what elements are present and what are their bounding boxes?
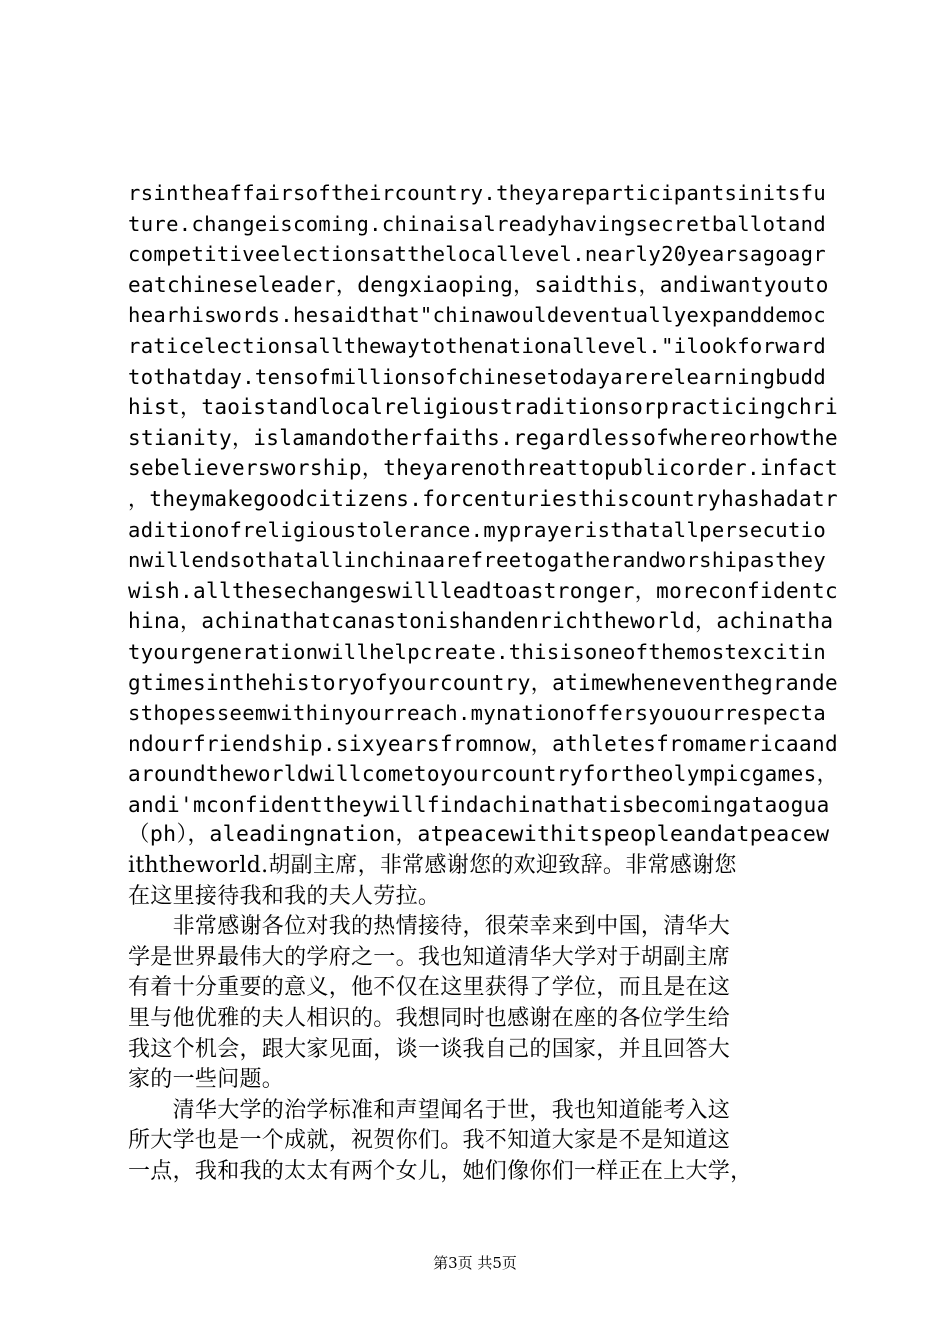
- text-line: sebelieversworship，theyarenothreattopublicorder.infact: [128, 456, 838, 481]
- page-number-footer: 第3页 共5页: [433, 1254, 517, 1272]
- text-line: tyourgenerationwillhelpcreate.thisisoneofthemostexcitin: [128, 639, 827, 664]
- text-line: 一点，我和我的太太有两个女儿，她们像你们一样正在上大学，: [128, 1159, 753, 1184]
- text-line: wish.allthesechangeswillleadtoastronger，moreconfidentc: [128, 578, 838, 603]
- text-line: stianity，islamandotherfaiths.regardlessofwhereorhowthe: [128, 425, 838, 450]
- text-line: aditionofreligioustolerance.myprayeristhatallpersecutio: [128, 517, 827, 542]
- text-line: 家的一些问题。: [128, 1067, 285, 1093]
- text-line: sthopesseemwithinyourreach.mynationoffersyouourrespecta: [128, 701, 827, 726]
- paragraph-start-line: 清华大学的治学标准和声望闻名于世，我也知道能考入这: [128, 1097, 731, 1123]
- text-line: andi'mconfidenttheywillfindachinathatisbecomingataogua: [128, 792, 830, 817]
- text-line: raticelectionsallthewaytothenationallevel."ilookforward: [128, 333, 827, 358]
- text-line: （ph），aleadingnation，atpeacewithitspeopleandatpeacew: [128, 822, 830, 848]
- text-line: 在这里接待我和我的夫人劳拉。: [128, 883, 441, 909]
- text-line: 所大学也是一个成就，祝贺你们。我不知道大家是不是知道这: [128, 1128, 731, 1154]
- body-text: [128, 178, 840, 1188]
- text-line: ture.changeiscoming.chinaisalreadyhavingsecretballotand: [128, 211, 827, 236]
- text-line: competitiveelectionsatthelocallevel.nearly20yearsagoagr: [128, 242, 827, 267]
- text-line: nwillendsothatallinchinaarefreetogatherandworshipasthey: [128, 548, 827, 573]
- text-line: 我这个机会，跟大家见面，谈一谈我自己的国家，并且回答大: [128, 1036, 731, 1062]
- text-line: gtimesinthehistoryofyourcountry，atimewheneventhegrande: [128, 670, 838, 695]
- text-line: hist，taoistandlocalreligioustraditionsorpracticingchri: [128, 395, 838, 420]
- text-line: aroundtheworldwillcometoyourcountryfortheolympicgames，: [128, 762, 838, 787]
- text-line: ndourfriendship.sixyearsfromnow，athletesfromamericaand: [128, 731, 838, 756]
- text-line: hearhiswords.hesaidthat"chinawouldeventuallyexpanddemoc: [128, 303, 827, 328]
- text-line: rsintheaffairsoftheircountry.theyareparticipantsinitsfu: [128, 181, 827, 205]
- text-line: 有着十分重要的意义，他不仅在这里获得了学位，而且是在这: [128, 975, 731, 1001]
- text-line: hina，achinathatcanastonishandenrichtheworld，achinatha: [128, 609, 834, 634]
- paragraph-start-line: 非常感谢各位对我的热情接待，很荣幸来到中国，清华大: [128, 914, 731, 940]
- text-line: tothatday.tensofmillionsofchinesetodayarerelearningbudd: [128, 364, 827, 389]
- text-line: 学是世界最伟大的学府之一。我也知道清华大学对于胡副主席: [128, 944, 731, 970]
- text-line: ，theymakegoodcitizens.forcenturiesthiscountryhashadatr: [128, 486, 838, 511]
- text-line: iththeworld.胡副主席，非常感谢您的欢迎致辞。非常感谢您: [128, 853, 737, 879]
- text-line: eatchineseleader，dengxiaoping，saidthis，andiwantyouto: [128, 272, 829, 297]
- text-line: 里与他优雅的夫人相识的。我想同时也感谢在座的各位学生给: [128, 1006, 731, 1032]
